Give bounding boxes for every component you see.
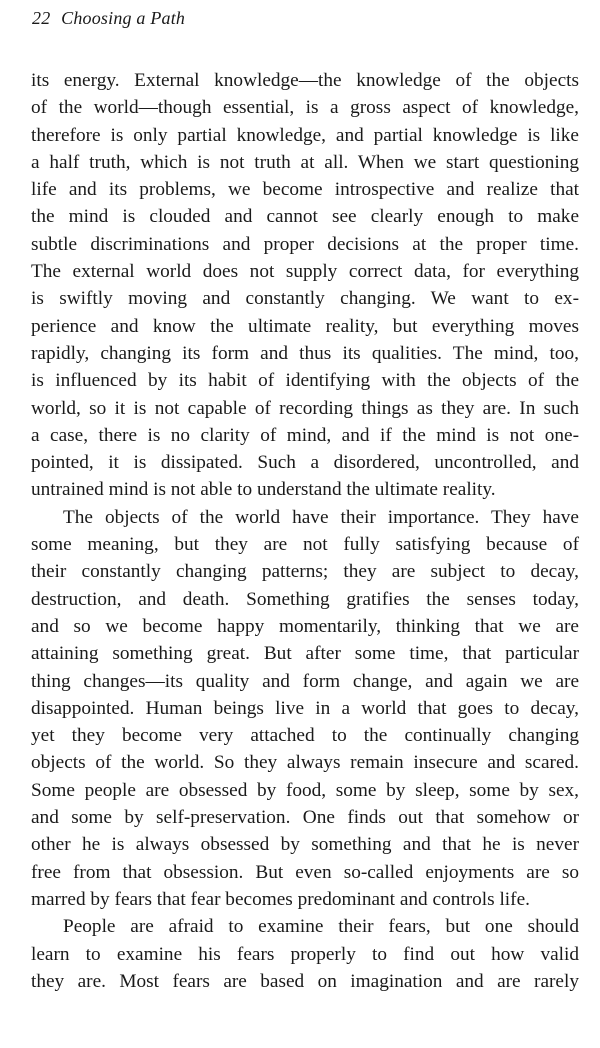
text-line: world, so it is not capable of recording things as they are. In such xyxy=(31,397,579,419)
text-line: of the world—though essential, is a gross aspect of knowledge, xyxy=(31,97,579,119)
text-line: perience and know the ultimate reality, but everything moves xyxy=(31,315,579,337)
text-line: life and its problems, we become introspective and realize that xyxy=(31,179,579,201)
text-line: The objects of the world have their importance. They have xyxy=(63,506,579,528)
text-line: thing changes—its quality and form change, and again we are xyxy=(31,670,579,692)
text-line: free from that obsession. But even so-called enjoyments are so xyxy=(31,861,579,883)
running-title: Choosing a Path xyxy=(61,8,186,28)
text-line: Some people are obsessed by food, some by sleep, some by sex, xyxy=(31,779,579,801)
text-line: yet they become very attached to the continually changing xyxy=(31,725,579,747)
text-line: disappointed. Human beings live in a world that goes to decay, xyxy=(31,697,579,719)
paragraph-3 xyxy=(31,913,579,995)
text-line: is influenced by its habit of identifying with the objects of the xyxy=(31,370,579,392)
running-head xyxy=(32,8,185,29)
text-line: learn to examine his fears properly to find out how valid xyxy=(31,943,579,965)
text-line: a half truth, which is not truth at all. When we start questioning xyxy=(31,151,579,173)
page-number: 22 xyxy=(32,8,51,28)
text-line: attaining something great. But after some time, that particular xyxy=(31,643,579,665)
paragraph-2 xyxy=(31,504,579,913)
text-line: objects of the world. So they always remain insecure and scared. xyxy=(31,752,579,774)
paragraph-1 xyxy=(31,67,579,504)
text-line: a case, there is no clarity of mind, and if the mind is not one- xyxy=(31,424,579,446)
text-line: marred by fears that fear becomes predominant and controls life. xyxy=(31,888,530,910)
text-line: and some by self-preservation. One finds out that somehow or xyxy=(31,807,579,829)
text-line: destruction, and death. Something gratifies the senses today, xyxy=(31,588,579,610)
text-line: their constantly changing patterns; they are subject to decay, xyxy=(31,561,579,583)
text-line: the mind is clouded and cannot see clearly enough to make xyxy=(31,206,579,228)
text-line: and so we become happy momentarily, thinking that we are xyxy=(31,615,579,637)
text-line: some meaning, but they are not fully satisfying because of xyxy=(31,534,579,556)
text-line: other he is always obsessed by something and that he is never xyxy=(31,834,579,856)
text-line: is swiftly moving and constantly changing. We want to ex- xyxy=(31,288,579,310)
text-line: therefore is only partial knowledge, and partial knowledge is like xyxy=(31,124,579,146)
text-line: they are. Most fears are based on imagination and are rarely xyxy=(31,970,579,992)
text-line: untrained mind is not able to understand the ultimate reality. xyxy=(31,479,496,501)
body-text xyxy=(31,67,579,995)
text-line: its energy. External knowledge—the knowledge of the objects xyxy=(31,70,579,91)
text-line: rapidly, changing its form and thus its qualities. The mind, too, xyxy=(31,342,579,364)
text-line: The external world does not supply correct data, for everything xyxy=(31,261,579,283)
text-line: subtle discriminations and proper decisions at the proper time. xyxy=(31,233,579,255)
text-line: People are afraid to examine their fears, but one should xyxy=(63,916,579,938)
text-line: pointed, it is dissipated. Such a disordered, uncontrolled, and xyxy=(31,452,579,474)
